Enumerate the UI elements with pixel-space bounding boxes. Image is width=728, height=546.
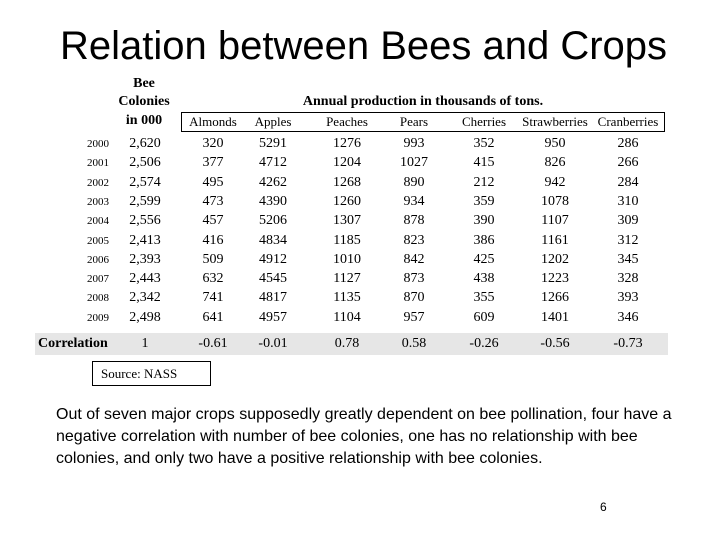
crop-header: Apples (254, 114, 292, 129)
row-value: 632 (202, 271, 224, 286)
correlation-value: -0.61 (198, 336, 228, 351)
correlation-value: -0.73 (613, 336, 643, 351)
row-year: 2005 (87, 235, 109, 247)
row-year: 2004 (87, 215, 109, 227)
row-value: 266 (617, 155, 639, 170)
correlation-value: -0.56 (540, 336, 570, 351)
row-value: 1027 (400, 155, 428, 170)
row-value: 641 (202, 310, 224, 325)
row-value: 473 (202, 194, 224, 209)
row-year: 2008 (87, 292, 109, 304)
row-value: 310 (617, 194, 639, 209)
row-value: 842 (403, 252, 425, 267)
row-year: 2001 (87, 157, 109, 169)
row-value: 1223 (541, 271, 569, 286)
row-colonies: 2,556 (129, 213, 161, 228)
row-value: 942 (544, 175, 566, 190)
row-value: 416 (202, 233, 224, 248)
row-value: 359 (473, 194, 495, 209)
row-value: 4912 (259, 252, 287, 267)
row-value: 1127 (333, 271, 361, 286)
row-value: 352 (473, 136, 495, 151)
row-value: 309 (617, 213, 639, 228)
summary-paragraph: Out of seven major crops supposedly greatly dependent on bee pollination, four have a negative correlation with number of bee colonies, one has no relationship with bee colonies, and only two have a positive relationship with bee colonies. (56, 406, 672, 467)
correlation-value: 0.58 (401, 336, 427, 351)
row-value: 286 (617, 136, 639, 151)
crop-header: Peaches (326, 114, 368, 129)
row-colonies: 2,413 (129, 233, 161, 248)
row-value: 377 (202, 155, 224, 170)
row-value: 1307 (333, 213, 361, 228)
row-value: 609 (473, 310, 495, 325)
row-value: 312 (617, 233, 639, 248)
crop-header: Cherries (461, 114, 507, 129)
row-colonies: 2,342 (129, 290, 161, 305)
row-value: 1260 (333, 194, 361, 209)
correlation-value: -0.01 (258, 336, 288, 351)
row-value: 320 (202, 136, 224, 151)
row-value: 346 (617, 310, 639, 325)
annual-production-header: Annual production in thousands of tons. (302, 94, 544, 109)
bee-header-line-3: in 000 (125, 113, 163, 128)
row-value: 5291 (259, 136, 287, 151)
row-value: 1161 (541, 233, 569, 248)
row-value: 345 (617, 252, 639, 267)
row-colonies: 2,599 (129, 194, 161, 209)
row-colonies: 2,393 (129, 252, 161, 267)
bee-crops-table (0, 76, 728, 366)
row-value: 1401 (541, 310, 569, 325)
row-value: 870 (403, 290, 425, 305)
correlation-colonies: 1 (141, 336, 149, 351)
row-value: 212 (473, 175, 495, 190)
row-value: 878 (403, 213, 425, 228)
crop-header: Pears (399, 114, 429, 129)
source-note: Source: NASS (92, 361, 211, 386)
row-year: 2000 (87, 138, 109, 150)
row-value: 4712 (259, 155, 287, 170)
row-value: 1010 (333, 252, 361, 267)
row-value: 457 (202, 213, 224, 228)
correlation-value: 0.78 (334, 336, 360, 351)
row-value: 1204 (333, 155, 361, 170)
row-value: 5206 (259, 213, 287, 228)
row-value: 957 (403, 310, 425, 325)
row-value: 393 (617, 290, 639, 305)
crop-header: Almonds (189, 114, 237, 129)
row-value: 1266 (541, 290, 569, 305)
crop-header: Cranberries (597, 114, 659, 129)
row-value: 425 (473, 252, 495, 267)
row-year: 2006 (87, 254, 109, 266)
row-value: 1107 (541, 213, 569, 228)
row-value: 415 (473, 155, 495, 170)
row-year: 2009 (87, 312, 109, 324)
correlation-label: Correlation (38, 336, 108, 351)
row-colonies: 2,620 (129, 136, 161, 151)
row-value: 1135 (333, 290, 361, 305)
row-year: 2007 (87, 273, 109, 285)
correlation-value: -0.26 (469, 336, 499, 351)
row-value: 355 (473, 290, 495, 305)
row-value: 1202 (541, 252, 569, 267)
row-value: 1268 (333, 175, 361, 190)
row-value: 4817 (259, 290, 287, 305)
row-value: 438 (473, 271, 495, 286)
row-value: 823 (403, 233, 425, 248)
row-value: 890 (403, 175, 425, 190)
row-colonies: 2,574 (129, 175, 161, 190)
crop-header: Strawberries (522, 114, 588, 129)
row-value: 284 (617, 175, 639, 190)
row-value: 1104 (333, 310, 361, 325)
row-value: 741 (202, 290, 224, 305)
row-value: 509 (202, 252, 224, 267)
row-value: 950 (544, 136, 566, 151)
row-value: 390 (473, 213, 495, 228)
row-value: 4545 (259, 271, 287, 286)
row-colonies: 2,506 (129, 155, 161, 170)
row-value: 4834 (259, 233, 287, 248)
row-value: 1078 (541, 194, 569, 209)
row-value: 873 (403, 271, 425, 286)
row-value: 993 (403, 136, 425, 151)
bee-header-line-2: Colonies (118, 94, 170, 109)
row-value: 495 (202, 175, 224, 190)
bee-header-line-1: Bee (133, 76, 155, 91)
slide-title: Relation between Bees and Crops (60, 24, 668, 68)
row-value: 328 (617, 271, 639, 286)
row-value: 386 (473, 233, 495, 248)
row-value: 4957 (259, 310, 287, 325)
row-value: 934 (403, 194, 425, 209)
row-value: 826 (544, 155, 566, 170)
row-value: 4262 (259, 175, 287, 190)
row-colonies: 2,443 (129, 271, 161, 286)
row-value: 1185 (333, 233, 361, 248)
row-value: 1276 (333, 136, 361, 151)
page-number: 6 (600, 500, 607, 514)
row-year: 2003 (87, 196, 109, 208)
row-colonies: 2,498 (129, 310, 161, 325)
row-year: 2002 (87, 177, 109, 189)
row-value: 4390 (259, 194, 287, 209)
